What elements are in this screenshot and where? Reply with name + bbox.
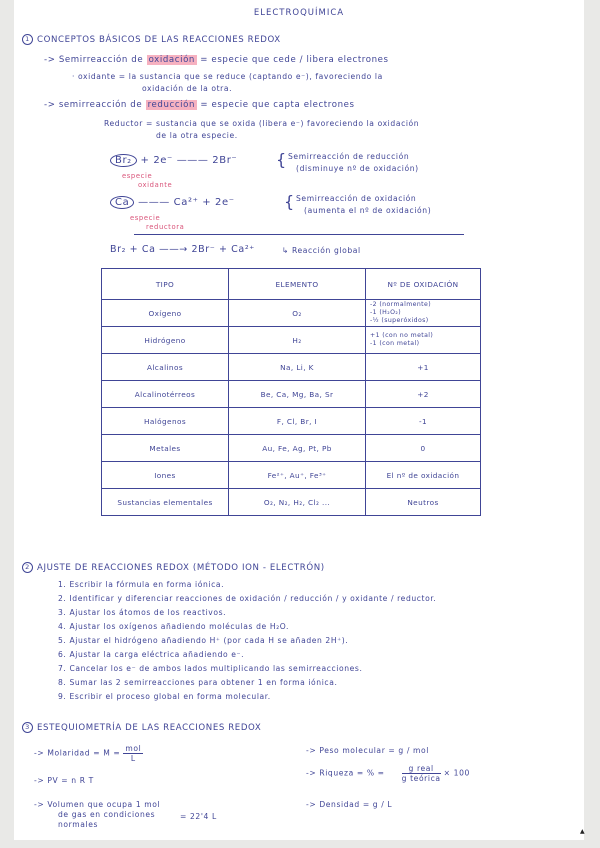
step-9: 9. Escribir el proceso global en forma molecular. <box>58 692 271 701</box>
riqueza-label: -> Riqueza = % = <box>306 768 385 778</box>
molaridad-formula <box>34 744 143 763</box>
ox-value: -½ (superóxidos) <box>370 317 429 324</box>
global-reaction: Br₂ + Ca ——→ 2Br⁻ + Ca²⁺ <box>110 244 255 255</box>
ideal-gas-formula: -> PV = n R T <box>34 776 94 785</box>
section-1-heading <box>22 34 281 45</box>
cell-elemento: H₂ <box>229 327 366 354</box>
section-title: CONCEPTOS BÁSICOS DE LAS REACCIONES REDOX <box>37 35 281 45</box>
molaridad-fraction <box>123 744 143 763</box>
oxidante-line-1: · oxidante = la sustancia que se reduce (captando e⁻), favoreciendo la <box>72 72 383 81</box>
cell-oxidation: +2 <box>366 381 481 408</box>
cell-tipo: Hidrógeno <box>102 327 229 354</box>
cell-oxidation: 0 <box>366 435 481 462</box>
cell-oxidation <box>366 300 481 327</box>
cell-elemento: Na, Li, K <box>229 354 366 381</box>
eq1-desc-2: (disminuye nº de oxidación) <box>296 164 419 173</box>
fraction-denominator: g teórica <box>401 774 441 783</box>
table-row <box>102 300 481 327</box>
section-title: AJUSTE DE REACCIONES REDOX (MÉTODO ION - ELECTRÓN) <box>37 563 325 573</box>
riqueza-formula <box>306 764 470 783</box>
cell-oxidation: -1 <box>366 408 481 435</box>
section-number: 3 <box>22 722 33 733</box>
cell-oxidation: +1 <box>366 354 481 381</box>
fraction-numerator: g real <box>402 764 441 774</box>
oxid-prefix: -> Semirreacción de <box>44 55 147 65</box>
ox-value: -2 (normalmente) <box>370 301 432 308</box>
cell-tipo: Sustancias elementales <box>102 489 229 516</box>
section-number: 1 <box>22 34 33 45</box>
oxidation-definition <box>44 55 389 65</box>
section-title: ESTEQUIOMETRÍA DE LAS REACCIONES REDOX <box>37 723 262 733</box>
global-reaction-note: ↳ Reacción global <box>282 246 361 255</box>
step-6: 6. Ajustar la carga eléctrica añadiendo e⁻. <box>58 650 245 659</box>
sum-line <box>134 234 464 235</box>
step-1: 1. Escribir la fórmula en forma iónica. <box>58 580 225 589</box>
eq2-rest: ——— Ca²⁺ + 2e⁻ <box>134 197 235 208</box>
eq1-note-2: oxidante <box>138 181 173 189</box>
cell-oxidation <box>366 327 481 354</box>
step-5: 5. Ajustar el hidrógeno añadiendo H⁺ (por cada H se añaden 2H⁺). <box>58 636 349 645</box>
step-8: 8. Sumar las 2 semirreacciones para obtener 1 en forma iónica. <box>58 678 338 687</box>
table-row <box>102 327 481 354</box>
header-oxidation: Nº DE OXIDACIÓN <box>366 269 481 300</box>
corner-mark-icon: ▲ <box>580 828 585 835</box>
cell-oxidation: El nº de oxidación <box>366 462 481 489</box>
brace-1-icon: { <box>276 150 287 169</box>
oxidante-line-2: oxidación de la otra. <box>142 84 233 93</box>
eq1-rest: + 2e⁻ ——— 2Br⁻ <box>136 155 238 166</box>
cell-tipo: Metales <box>102 435 229 462</box>
eq1-note-1: especie <box>122 172 153 180</box>
eq2-note-2: reductora <box>146 223 185 231</box>
header-tipo: TIPO <box>102 269 229 300</box>
molaridad-label: -> Molaridad = M = <box>34 748 121 758</box>
table-row <box>102 354 481 381</box>
density-formula: -> Densidad = g / L <box>306 800 393 809</box>
brace-2-icon: { <box>284 192 295 211</box>
eq2-note-1: especie <box>130 214 161 222</box>
br2-circled: Br₂ <box>110 154 137 167</box>
molar-volume-value: = 22'4 L <box>180 812 217 821</box>
header-elemento: ELEMENTO <box>229 269 366 300</box>
step-7: 7. Cancelar los e⁻ de ambos lados multiplicando las semirreacciones. <box>58 664 363 673</box>
cell-oxidation: Neutros <box>366 489 481 516</box>
step-2: 2. Identificar y diferenciar reacciones de oxidación / reducción / y oxidante / reductor. <box>58 594 437 603</box>
table-row <box>102 489 481 516</box>
cell-elemento: Be, Ca, Mg, Ba, Sr <box>229 381 366 408</box>
ox-value: +1 (con no metal) <box>370 332 434 339</box>
fraction-denominator: L <box>130 754 136 763</box>
table-row <box>102 462 481 489</box>
oxid-highlight: oxidación <box>148 55 195 65</box>
red-prefix: -> semirreacción de <box>44 100 146 110</box>
cell-elemento: F, Cl, Br, I <box>229 408 366 435</box>
cell-tipo: Iones <box>102 462 229 489</box>
cell-tipo: Oxígeno <box>102 300 229 327</box>
oxid-suffix: = especie que cede / libera electrones <box>196 55 389 65</box>
ox-value: -1 (H₂O₂) <box>370 309 402 316</box>
equation-oxidation <box>110 196 235 209</box>
notebook-page <box>14 0 584 840</box>
molecular-weight-formula: -> Peso molecular = g / mol <box>306 746 429 755</box>
molar-volume-line-3: normales <box>58 820 99 829</box>
table-header-row <box>102 269 481 300</box>
table-row <box>102 381 481 408</box>
red-highlight: reducción <box>147 100 196 110</box>
reduction-definition <box>44 100 355 110</box>
equation-reduction <box>110 154 237 167</box>
eq2-desc-1: Semirreacción de oxidación <box>296 194 417 203</box>
molar-volume-line-1: -> Volumen que ocupa 1 mol <box>34 800 161 809</box>
riqueza-tail: × 100 <box>443 768 470 778</box>
table-row <box>102 435 481 462</box>
reductor-line-1: Reductor = sustancia que se oxida (libera e⁻) favoreciendo la oxidación <box>104 119 420 128</box>
page-title: ELECTROQUÍMICA <box>253 8 345 18</box>
eq1-desc-1: Semirreacción de reducción <box>288 152 410 161</box>
cell-tipo: Alcalinos <box>102 354 229 381</box>
cell-tipo: Alcalinotérreos <box>102 381 229 408</box>
cell-elemento: Fe²⁺, Au⁺, Fe³⁺ <box>229 462 366 489</box>
section-3-heading <box>22 722 261 733</box>
red-suffix: = especie que capta electrones <box>197 100 355 110</box>
step-4: 4. Ajustar los oxígenos añadiendo moléculas de H₂O. <box>58 622 290 631</box>
molar-volume-line-2: de gas en condiciones <box>58 810 156 819</box>
cell-elemento: O₂, N₂, H₂, Cl₂ ... <box>229 489 366 516</box>
ox-value: -1 (con metal) <box>370 340 420 347</box>
cell-elemento: O₂ <box>229 300 366 327</box>
riqueza-fraction <box>402 764 441 783</box>
cell-elemento: Au, Fe, Ag, Pt, Pb <box>229 435 366 462</box>
table-row <box>102 408 481 435</box>
ca-circled: Ca <box>110 196 134 209</box>
reductor-line-2: de la otra especie. <box>156 131 238 140</box>
section-number: 2 <box>22 562 33 573</box>
section-2-heading <box>22 562 325 573</box>
eq2-desc-2: (aumenta el nº de oxidación) <box>304 206 432 215</box>
cell-tipo: Halógenos <box>102 408 229 435</box>
oxidation-table <box>101 268 481 516</box>
fraction-numerator: mol <box>125 744 142 753</box>
step-3: 3. Ajustar los átomos de los reactivos. <box>58 608 227 617</box>
